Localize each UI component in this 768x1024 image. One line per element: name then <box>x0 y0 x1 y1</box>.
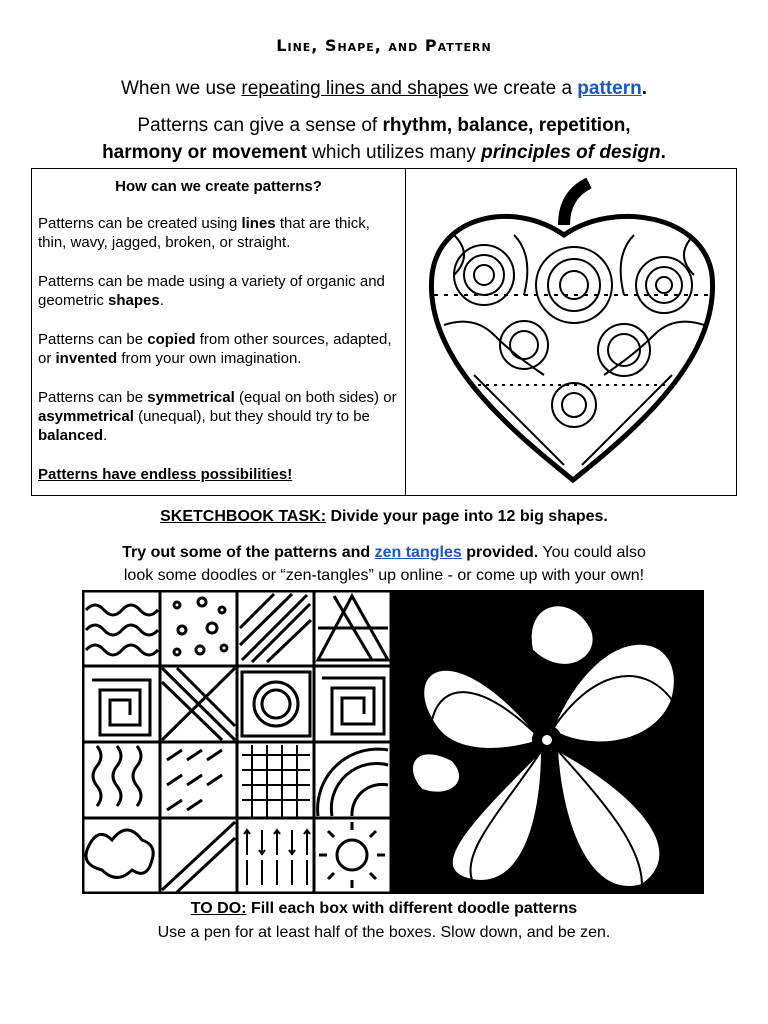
page-title: Line, Shape, and Pattern <box>276 36 492 55</box>
underlined-phrase: repeating lines and shapes <box>241 78 469 99</box>
intro-line-2: Patterns can give a sense of rhythm, balance, repetition, <box>137 115 631 136</box>
box-question: How can we create patterns? <box>115 178 322 195</box>
sketchbook-task: SKETCHBOOK TASK: Divide your page into 12 big shapes. <box>160 508 608 525</box>
try-out-text: Try out some of the patterns and zen tangles provided. You could also look some doodles or “zen-tangles” up online - or come up with your own! <box>122 544 646 584</box>
info-text-cell <box>32 169 406 495</box>
info-table <box>31 168 737 496</box>
zentangle-swirl-image <box>392 590 704 894</box>
endless-possibilities: Patterns have endless possibilities! <box>38 466 293 483</box>
paragraph-symmetry: Patterns can be symmetrical (equal on both sides) or asymmetrical (unequal), but they should try to be balanced. <box>38 389 397 444</box>
doodle-pattern-grid-image <box>82 590 392 894</box>
zen-tangles-link[interactable]: zen tangles <box>374 544 462 561</box>
intro-line-3: harmony or movement which utilizes many principles of design. <box>102 142 666 163</box>
pattern-link[interactable]: pattern <box>577 78 642 99</box>
intro-line: When we use repeating lines and shapes we create a pattern. <box>121 78 647 99</box>
todo-line: TO DO: Fill each box with different doodle patterns <box>190 900 578 917</box>
paragraph-shapes: Patterns can be made using a variety of organic and geometric shapes. <box>38 273 385 309</box>
zentangle-heart-image <box>414 175 732 491</box>
paragraph-lines: Patterns can be created using lines that are thick, thin, wavy, jagged, broken, or straight. <box>38 215 370 251</box>
pen-instruction: Use a pen for at least half of the boxes. Slow down, and be zen. <box>157 924 611 941</box>
paragraph-copied: Patterns can be copied from other sources, adapted, or invented from your own imagination. <box>38 331 392 367</box>
